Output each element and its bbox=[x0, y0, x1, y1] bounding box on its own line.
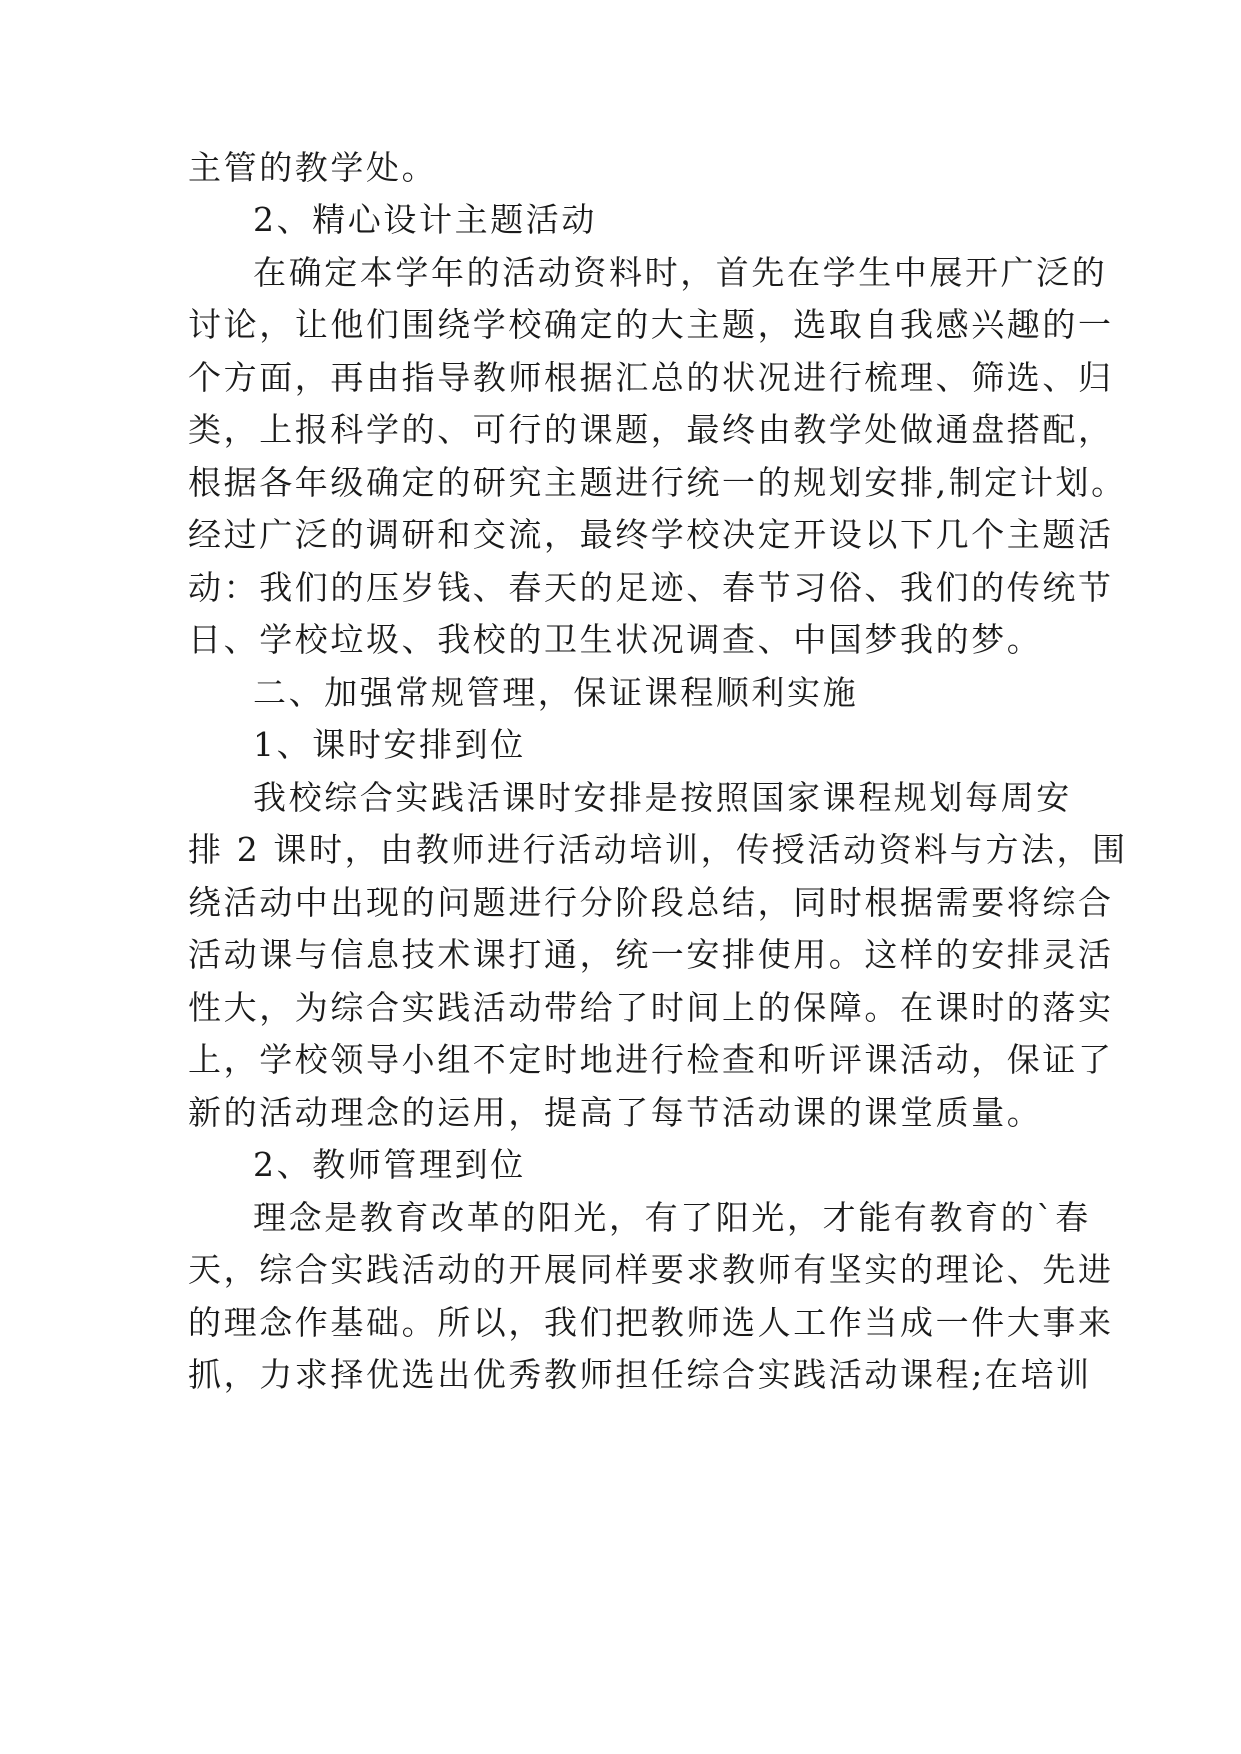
text-line: 抓，力求择优选出优秀教师担任综合实践活动课程;在培训 bbox=[188, 1355, 1092, 1394]
text-line: 根据各年级确定的研究主题进行统一的规划安排,制定计划。 bbox=[188, 463, 1127, 502]
text-line: 类，上报科学的、可行的课题，最终由教学处做通盘搭配， bbox=[188, 410, 1114, 449]
text-line: 在确定本学年的活动资料时，首先在学生中展开广泛的 bbox=[253, 253, 1108, 292]
section-heading: 1、课时安排到位 bbox=[253, 725, 526, 764]
text-line: 经过广泛的调研和交流，最终学校决定开设以下几个主题活 bbox=[188, 515, 1114, 554]
text-line: 排 2 课时，由教师进行活动培训，传授活动资料与方法，围 bbox=[188, 830, 1128, 869]
text-line: 新的活动理念的运用，提高了每节活动课的课堂质量。 bbox=[188, 1093, 1043, 1132]
text-line: 绕活动中出现的问题进行分阶段总结，同时根据需要将综合 bbox=[188, 883, 1114, 922]
text-line: 个方面，再由指导教师根据汇总的状况进行梳理、筛选、归 bbox=[188, 358, 1114, 397]
text-line: 日、学校垃圾、我校的卫生状况调查、中国梦我的梦。 bbox=[188, 620, 1043, 659]
section-heading: 二、加强常规管理，保证课程顺利实施 bbox=[253, 673, 859, 712]
text-line: 动：我们的压岁钱、春天的足迹、春节习俗、我们的传统节 bbox=[188, 568, 1114, 607]
text-line: 性大，为综合实践活动带给了时间上的保障。在课时的落实 bbox=[188, 988, 1114, 1027]
text-line: 天，综合实践活动的开展同样要求教师有坚实的理论、先进 bbox=[188, 1250, 1114, 1289]
text-line: 上，学校领导小组不定时地进行检查和听评课活动，保证了 bbox=[188, 1040, 1114, 1079]
text-line: 理念是教育改革的阳光，有了阳光，才能有教育的`春 bbox=[253, 1198, 1091, 1237]
text-line: 讨论，让他们围绕学校确定的大主题，选取自我感兴趣的一 bbox=[188, 305, 1114, 344]
text-line: 的理念作基础。所以，我们把教师选人工作当成一件大事来 bbox=[188, 1303, 1114, 1342]
section-heading: 2、教师管理到位 bbox=[253, 1145, 526, 1184]
text-line: 主管的教学处。 bbox=[188, 148, 438, 187]
section-heading: 2、精心设计主题活动 bbox=[253, 200, 597, 239]
text-line: 活动课与信息技术课打通，统一安排使用。这样的安排灵活 bbox=[188, 935, 1114, 974]
text-line: 我校综合实践活课时安排是按照国家课程规划每周安 bbox=[253, 778, 1072, 817]
